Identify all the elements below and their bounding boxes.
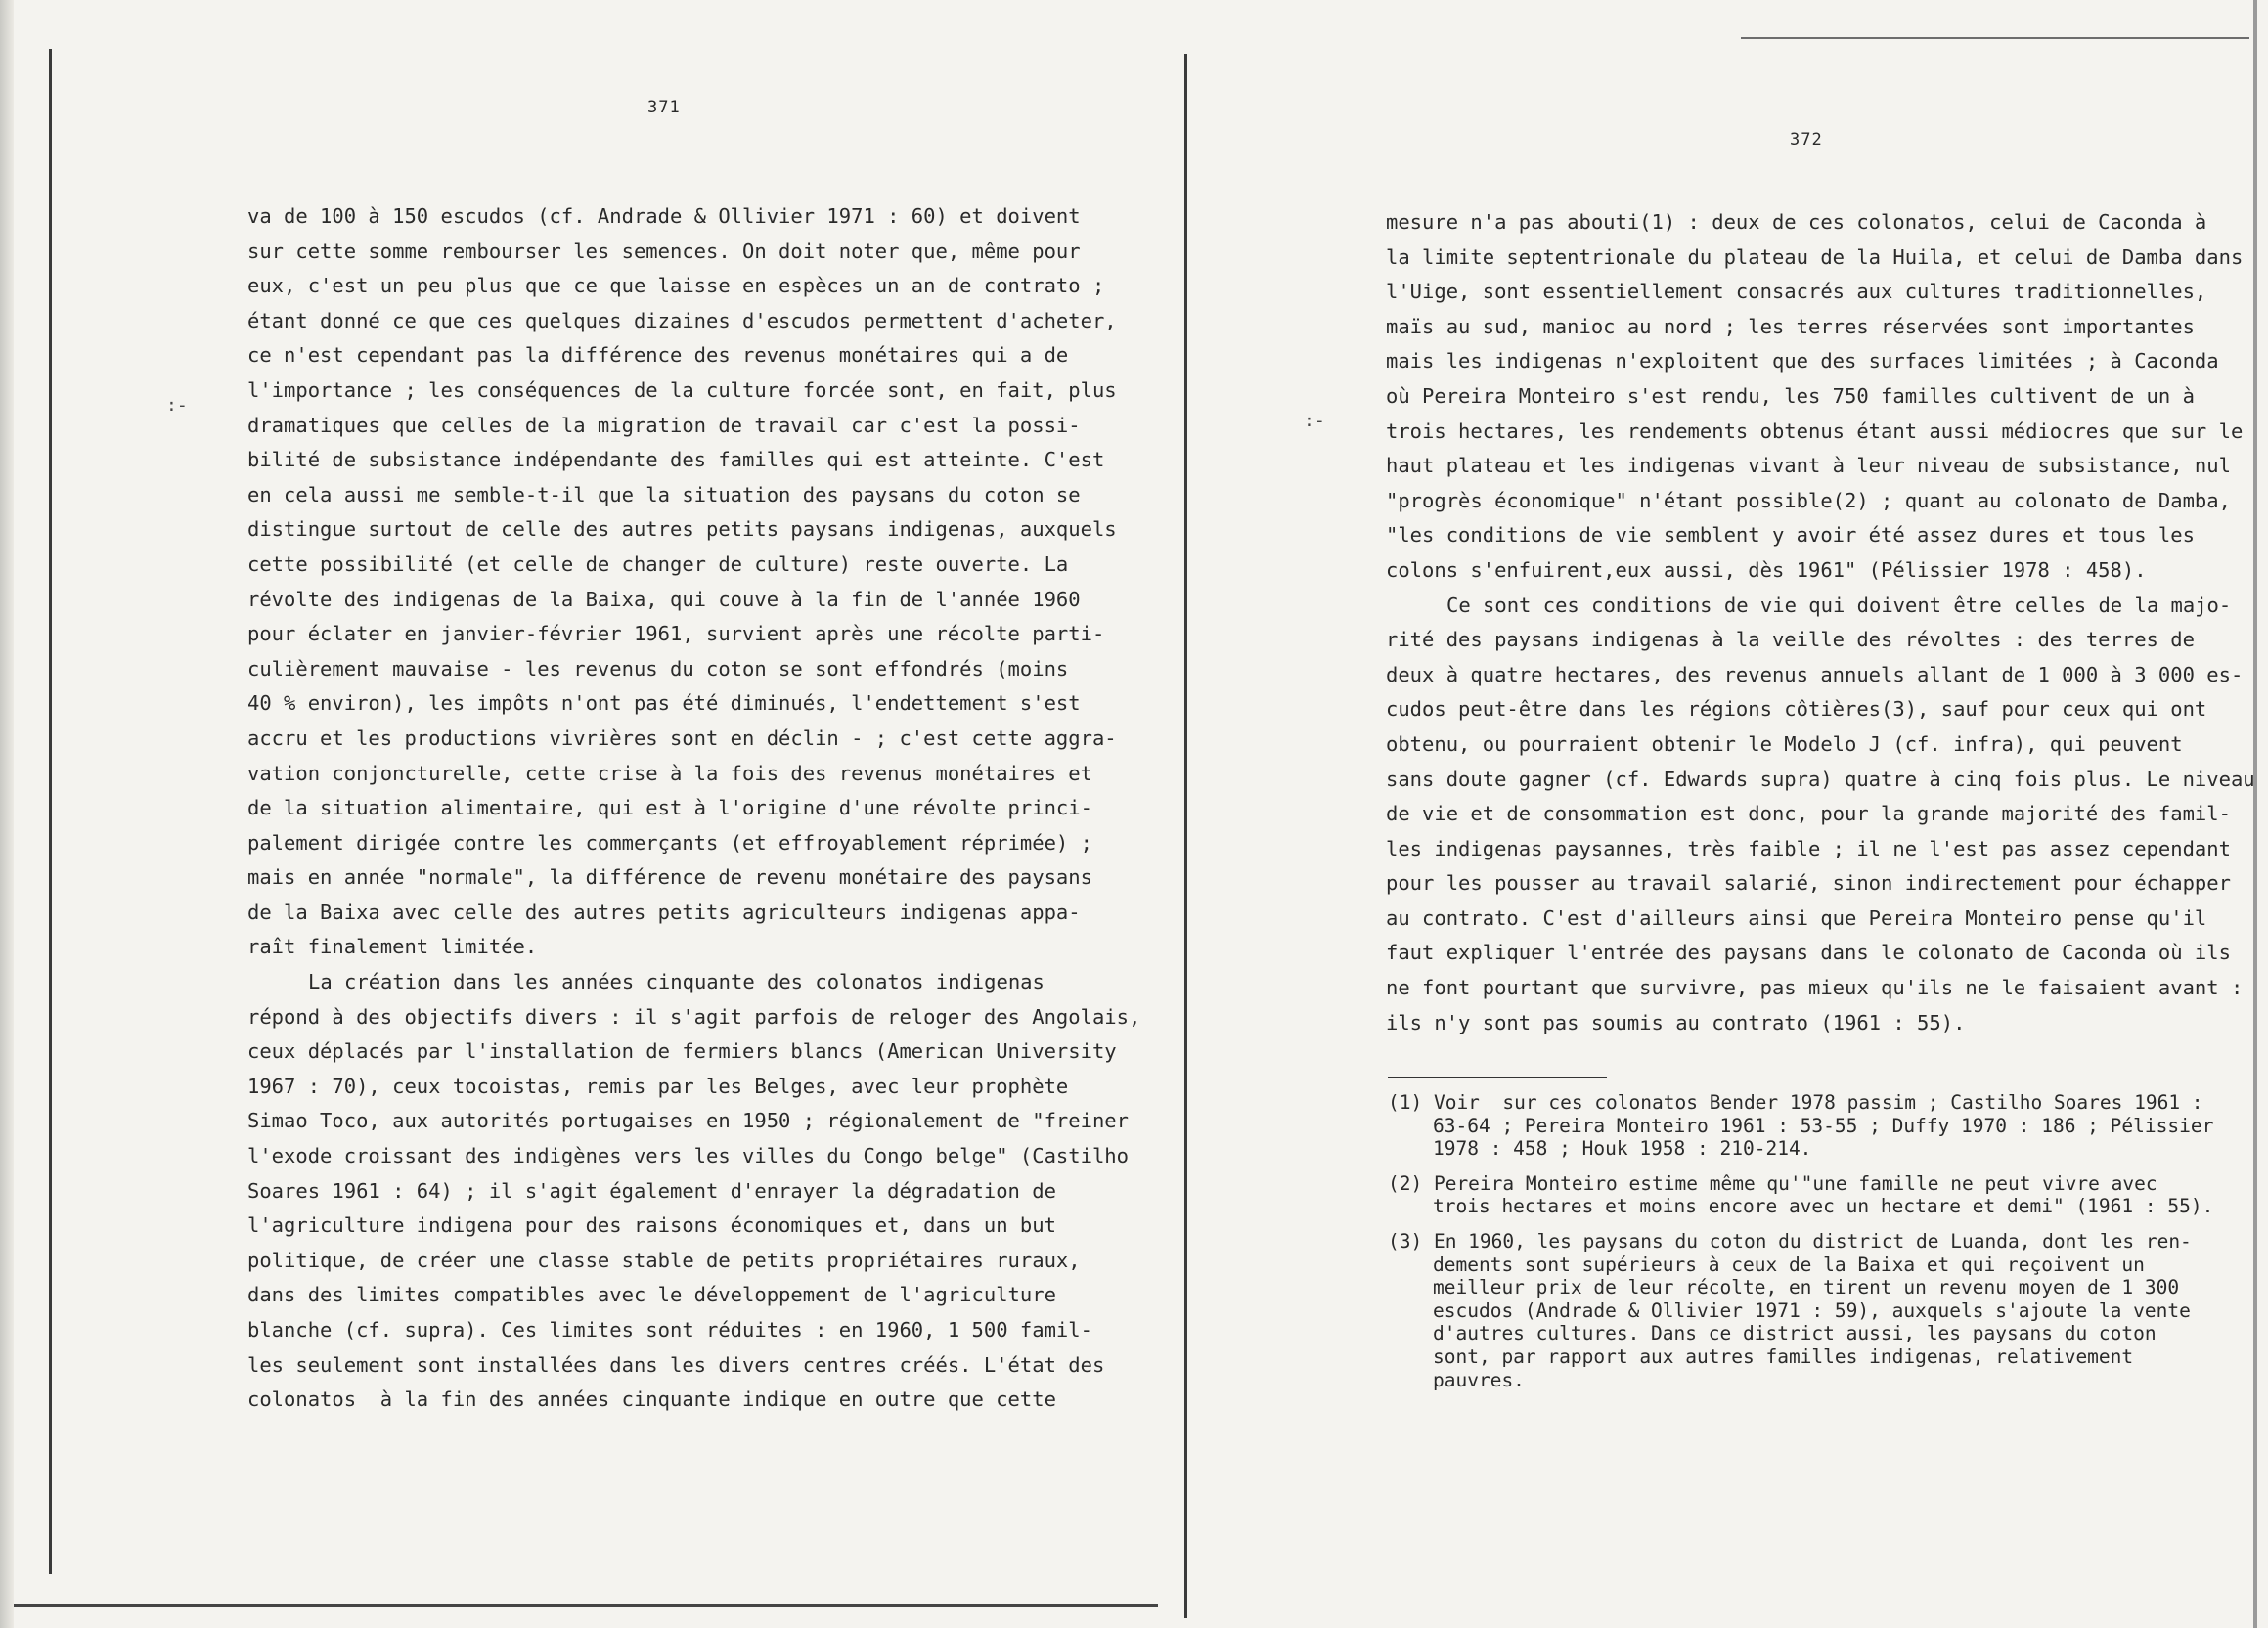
text-line: Simao Toco, aux autorités portugaises en 1950 ; régionalement de "freiner bbox=[247, 1109, 1129, 1133]
text-line: raît finalement limitée. bbox=[247, 935, 538, 959]
text-line: l'importance ; les conséquences de la culture forcée sont, en fait, plus bbox=[247, 377, 1117, 402]
text-line: l'Uige, sont essentiellement consacrés aux cultures traditionnelles, bbox=[1386, 280, 2207, 304]
bottom-edge-rule bbox=[14, 1604, 1158, 1607]
text-line: 1967 : 70), ceux tocoistas, remis par les Belges, avec leur prophète bbox=[247, 1074, 1069, 1098]
text-line: haut plateau et les indigenas vivant à leur niveau de subsistance, nul bbox=[1386, 454, 2231, 478]
footnote-1 bbox=[1388, 1091, 2213, 1161]
text-line: colonatos à la fin des années cinquante indique en outre que cette bbox=[247, 1387, 1056, 1412]
text-line: répond à des objectifs divers : il s'agit parfois de reloger des Angolais, bbox=[247, 1004, 1141, 1029]
text-line: les seulement sont installées dans les divers centres créés. L'état des bbox=[247, 1352, 1105, 1377]
text-line: ce n'est cependant pas la différence des revenus monétaires qui a de bbox=[247, 343, 1069, 368]
text-line: palement dirigée contre les commerçants (et effroyablement réprimée) ; bbox=[247, 830, 1092, 855]
text-line: Soares 1961 : 64) ; il s'agit également d'enrayer la dégradation de bbox=[247, 1178, 1056, 1203]
footnote-separator bbox=[1388, 1077, 1607, 1078]
top-right-rule bbox=[1741, 37, 2249, 39]
text-line: rité des paysans indigenas à la veille des révoltes : des terres de bbox=[1386, 628, 2195, 652]
text-line: mais en année "normale", la différence de revenu monétaire des paysans bbox=[247, 865, 1092, 890]
left-margin-rule bbox=[49, 49, 52, 1574]
text-line: de la situation alimentaire, qui est à l'origine d'une révolte princi- bbox=[247, 796, 1092, 820]
text-line: l'agriculture indigena pour des raisons économiques et, dans un but bbox=[247, 1213, 1056, 1238]
footnote-line: 1978 : 458 ; Houk 1958 : 210-214. bbox=[1433, 1137, 1812, 1161]
text-line: ils n'y sont pas soumis au contrato (1961 : 55). bbox=[1386, 1010, 1966, 1034]
text-line: la limite septentrionale du plateau de la Huila, et celui de Damba dans bbox=[1386, 244, 2244, 269]
text-line: ceux déplacés par l'installation de fermiers blancs (American University bbox=[247, 1039, 1117, 1064]
text-line: les indigenas paysannes, très faible ; il ne l'est pas assez cependant bbox=[1386, 836, 2231, 860]
text-line: culièrement mauvaise - les revenus du coton se sont effondrés (moins bbox=[247, 656, 1069, 681]
footnote-2 bbox=[1388, 1172, 2213, 1218]
text-line: bilité de subsistance indépendante des familles qui est atteinte. C'est bbox=[247, 448, 1105, 472]
text-line: l'exode croissant des indigènes vers les villes du Congo belge" (Castilho bbox=[247, 1144, 1129, 1168]
text-line: va de 100 à 150 escudos (cf. Andrade & Ollivier 1971 : 60) et doivent bbox=[247, 204, 1081, 228]
text-line: La création dans les années cinquante des colonatos indigenas bbox=[308, 970, 1045, 994]
text-line: distingue surtout de celle des autres petits paysans indigenas, auxquels bbox=[247, 517, 1117, 542]
page-number-left: 371 bbox=[647, 98, 681, 117]
text-line: de vie et de consommation est donc, pour la grande majorité des famil- bbox=[1386, 802, 2231, 826]
footnote-line: dements sont supérieurs à ceux de la Baixa et qui reçoivent un bbox=[1433, 1253, 2145, 1276]
text-line: sur cette somme rembourser les semences. On doit noter que, même pour bbox=[247, 239, 1081, 263]
text-line: blanche (cf. supra). Ces limites sont réduites : en 1960, 1 500 famil- bbox=[247, 1318, 1092, 1342]
text-line: accru et les productions vivrières sont en déclin - ; c'est cette aggra- bbox=[247, 726, 1117, 750]
margin-mark-right: :- bbox=[1304, 411, 1325, 431]
footnote-line: escudos (Andrade & Ollivier 1971 : 59), auxquels s'ajoute la vente bbox=[1433, 1298, 2191, 1322]
text-line: en cela aussi me semble-t-il que la situation des paysans du coton se bbox=[247, 482, 1081, 506]
text-line: cudos peut-être dans les régions côtières(3), sauf pour ceux qui ont bbox=[1386, 697, 2207, 722]
text-line: deux à quatre hectares, des revenus annuels allant de 1 000 à 3 000 es- bbox=[1386, 662, 2244, 686]
footnote-line: (3) En 1960, les paysans du coton du district de Luanda, dont les ren- bbox=[1388, 1229, 2192, 1253]
text-line: mesure n'a pas abouti(1) : deux de ces colonatos, celui de Caconda à bbox=[1386, 210, 2207, 234]
text-line: trois hectares, les rendements obtenus étant aussi médiocres que sur le bbox=[1386, 418, 2244, 443]
text-line: ne font pourtant que survivre, pas mieux qu'ils ne le faisaient avant : bbox=[1386, 976, 2244, 1000]
right-page-body bbox=[1386, 205, 2255, 1040]
text-line: "les conditions de vie semblent y avoir été assez dures et tous les bbox=[1386, 523, 2195, 548]
text-line: pour éclater en janvier-février 1961, survient après une récolte parti- bbox=[247, 622, 1105, 646]
footnote-line: trois hectares et moins encore avec un hectare et demi" (1961 : 55). bbox=[1433, 1195, 2214, 1218]
text-line: au contrato. C'est d'ailleurs ainsi que Pereira Monteiro pense qu'il bbox=[1386, 905, 2207, 930]
footnote-line: d'autres cultures. Dans ce district aussi, les paysans du coton bbox=[1433, 1322, 2157, 1345]
text-line: de la Baixa avec celle des autres petits agriculteurs indigenas appa- bbox=[247, 900, 1081, 924]
text-line: pour les pousser au travail salarié, sinon indirectement pour échapper bbox=[1386, 871, 2231, 896]
text-line: étant donné ce que ces quelques dizaines d'escudos permettent d'acheter, bbox=[247, 308, 1117, 332]
text-line: Ce sont ces conditions de vie qui doivent être celles de la majo- bbox=[1446, 593, 2232, 617]
margin-mark-left: :- bbox=[166, 395, 188, 416]
footnote-3 bbox=[1388, 1230, 2213, 1391]
text-line: 40 % environ), les impôts n'ont pas été diminués, l'endettement s'est bbox=[247, 691, 1081, 716]
text-line: obtenu, ou pourraient obtenir le Modelo J (cf. infra), qui peuvent bbox=[1386, 731, 2183, 756]
text-line: colons s'enfuirent,eux aussi, dès 1961" (Pélissier 1978 : 458). bbox=[1386, 557, 2147, 582]
left-page-body bbox=[247, 199, 1140, 1418]
footnote-line: (2) Pereira Monteiro estime même qu'"une famille ne peut vivre avec bbox=[1388, 1171, 2157, 1195]
text-line: mais les indigenas n'exploitent que des surfaces limitées ; à Caconda bbox=[1386, 349, 2219, 374]
text-line: maïs au sud, manioc au nord ; les terres réservées sont importantes bbox=[1386, 314, 2195, 338]
footnote-line: meilleur prix de leur récolte, en tirent un revenu moyen de 1 300 bbox=[1433, 1276, 2180, 1299]
text-line: faut expliquer l'entrée des paysans dans le colonato de Caconda où ils bbox=[1386, 941, 2231, 965]
text-line: où Pereira Monteiro s'est rendu, les 750 familles cultivent de un à bbox=[1386, 383, 2195, 408]
text-line: cette possibilité (et celle de changer de culture) reste ouverte. La bbox=[247, 551, 1069, 576]
text-line: eux, c'est un peu plus que ce que laisse en espèces un an de contrato ; bbox=[247, 274, 1105, 298]
text-line: dramatiques que celles de la migration de travail car c'est la possi- bbox=[247, 413, 1081, 437]
page-edge-shadow bbox=[0, 0, 14, 1628]
footnote-line: (1) Voir sur ces colonatos Bender 1978 passim ; Castilho Soares 1961 : bbox=[1388, 1091, 2203, 1114]
footnote-line: 63-64 ; Pereira Monteiro 1961 : 53-55 ; Duffy 1970 : 186 ; Pélissier bbox=[1433, 1114, 2214, 1137]
text-line: révolte des indigenas de la Baixa, qui couve à la fin de l'année 1960 bbox=[247, 587, 1081, 611]
text-line: sans doute gagner (cf. Edwards supra) quatre à cinq fois plus. Le niveau bbox=[1386, 767, 2255, 791]
footnotes bbox=[1388, 1091, 2213, 1403]
footnote-line: pauvres. bbox=[1433, 1368, 1525, 1391]
text-line: vation conjoncturelle, cette crise à la fois des revenus monétaires et bbox=[247, 761, 1092, 785]
text-line: "progrès économique" n'étant possible(2) ; quant au colonato de Damba, bbox=[1386, 488, 2231, 512]
center-gutter-rule bbox=[1184, 54, 1187, 1618]
footnote-line: sont, par rapport aux autres familles indigenas, relativement bbox=[1433, 1344, 2134, 1368]
page-number-right: 372 bbox=[1790, 130, 1823, 150]
text-line: dans des limites compatibles avec le développement de l'agriculture bbox=[247, 1283, 1056, 1307]
text-line: politique, de créer une classe stable de petits propriétaires ruraux, bbox=[247, 1248, 1081, 1272]
